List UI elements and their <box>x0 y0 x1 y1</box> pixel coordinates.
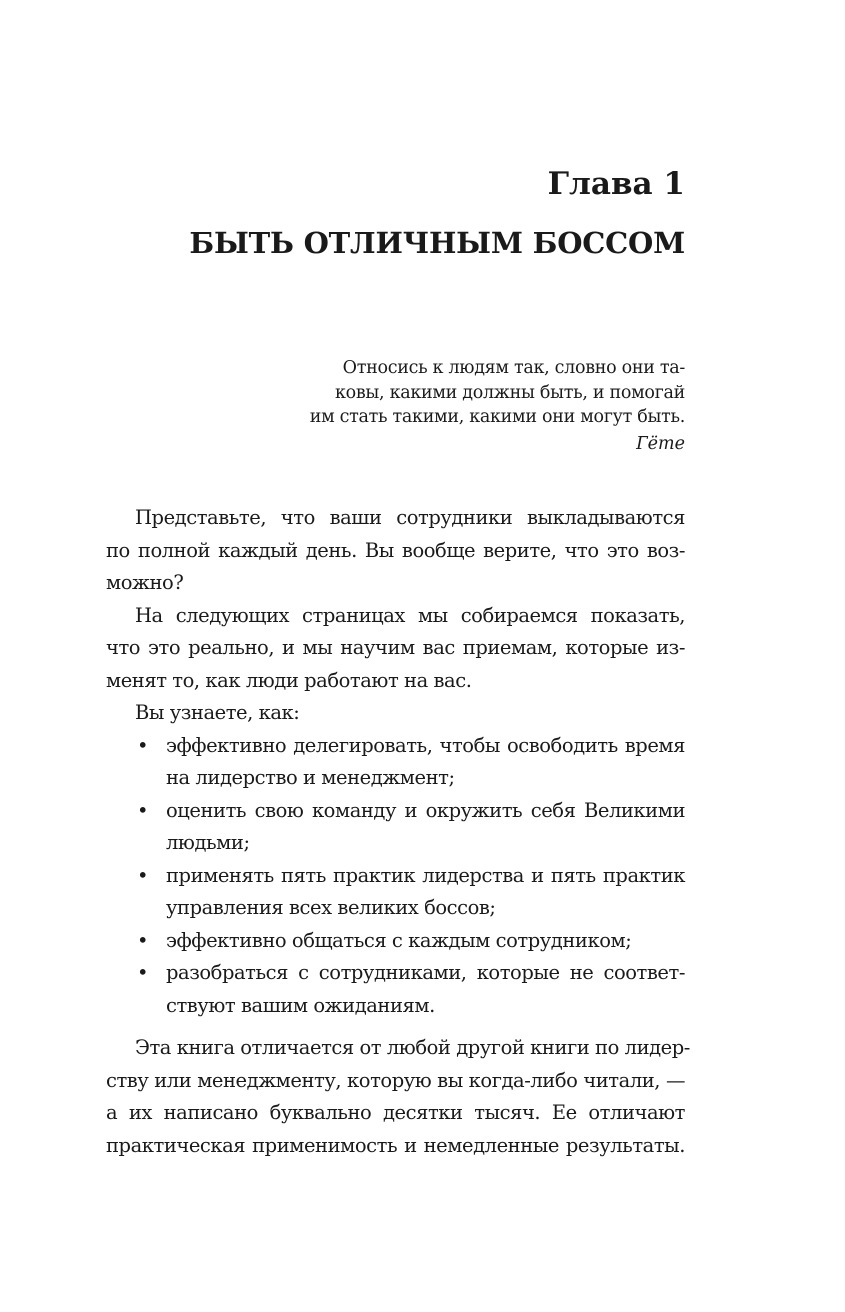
paragraph-line: практическая применимость и немедленные результаты. <box>106 1133 685 1157</box>
list-item-line: разобраться с сотрудниками, которые не соответ- <box>166 961 685 984</box>
paragraph-line: Представьте, что ваши сотрудники выкладываются <box>135 506 685 529</box>
epigraph-line: им стать такими, какими они могут быть. <box>309 407 685 427</box>
paragraph-list-intro <box>106 697 685 730</box>
list-item <box>106 957 685 1022</box>
paragraph-line: менят то, как люди работают на вас. <box>106 668 472 692</box>
bullet-icon: • <box>137 798 149 822</box>
list-item-line: эффективно общаться с каждым сотрудником; <box>166 928 632 952</box>
epigraph-line: ковы, какими должны быть, и помогай <box>334 382 685 403</box>
chapter-number: Глава 1 <box>547 166 685 202</box>
paragraph-line: ству или менеджменту, которую вы когда-либо читали, — <box>106 1068 685 1092</box>
epigraph-author: Гёте <box>636 433 685 454</box>
list-item <box>106 730 685 795</box>
list-item <box>106 925 685 958</box>
paragraph-line: по полной каждый день. Вы вообще верите, что это воз- <box>106 538 685 562</box>
epigraph <box>285 356 685 456</box>
paragraph-line: можно? <box>106 571 184 594</box>
bullet-list <box>106 730 685 1023</box>
paragraph-line: а их написано буквально десятки тысяч. Ее отличают <box>106 1101 685 1124</box>
epigraph-line: Относись к людям так, словно они та- <box>342 358 685 378</box>
paragraph-closing <box>106 1032 690 1162</box>
bullet-icon: • <box>137 733 149 757</box>
list-item-line: ствуют вашим ожиданиям. <box>166 993 435 1017</box>
paragraph-line: Вы узнаете, как: <box>135 701 300 724</box>
paragraph-line: На следующих страницах мы собираемся показать, <box>135 603 685 627</box>
paragraph-intro <box>106 502 685 600</box>
list-item-line: управления всех великих боссов; <box>166 896 496 919</box>
paragraph-line: что это реально, и мы научим вас приемам, которые из- <box>106 636 685 659</box>
bullet-icon: • <box>137 928 149 952</box>
paragraph-line: Эта книга отличается от любой другой книги по лидер- <box>135 1036 690 1059</box>
paragraph-gap <box>106 1022 685 1032</box>
list-item <box>106 860 685 925</box>
list-item-line: эффективно делегировать, чтобы освободить время <box>166 733 685 757</box>
body-text <box>106 502 690 1162</box>
list-item-line: на лидерство и менеджмент; <box>166 766 455 789</box>
paragraph-promise <box>106 600 685 698</box>
list-item-line: оценить свою команду и окружить себя Великими <box>166 798 685 822</box>
list-item-line: применять пять практик лидерства и пять практик <box>166 863 685 887</box>
chapter-title: БЫТЬ ОТЛИЧНЫМ БОССОМ <box>189 226 685 260</box>
bullet-icon: • <box>137 961 149 984</box>
list-item-line: людьми; <box>166 831 250 854</box>
list-item <box>106 795 685 860</box>
bullet-icon: • <box>137 863 149 887</box>
